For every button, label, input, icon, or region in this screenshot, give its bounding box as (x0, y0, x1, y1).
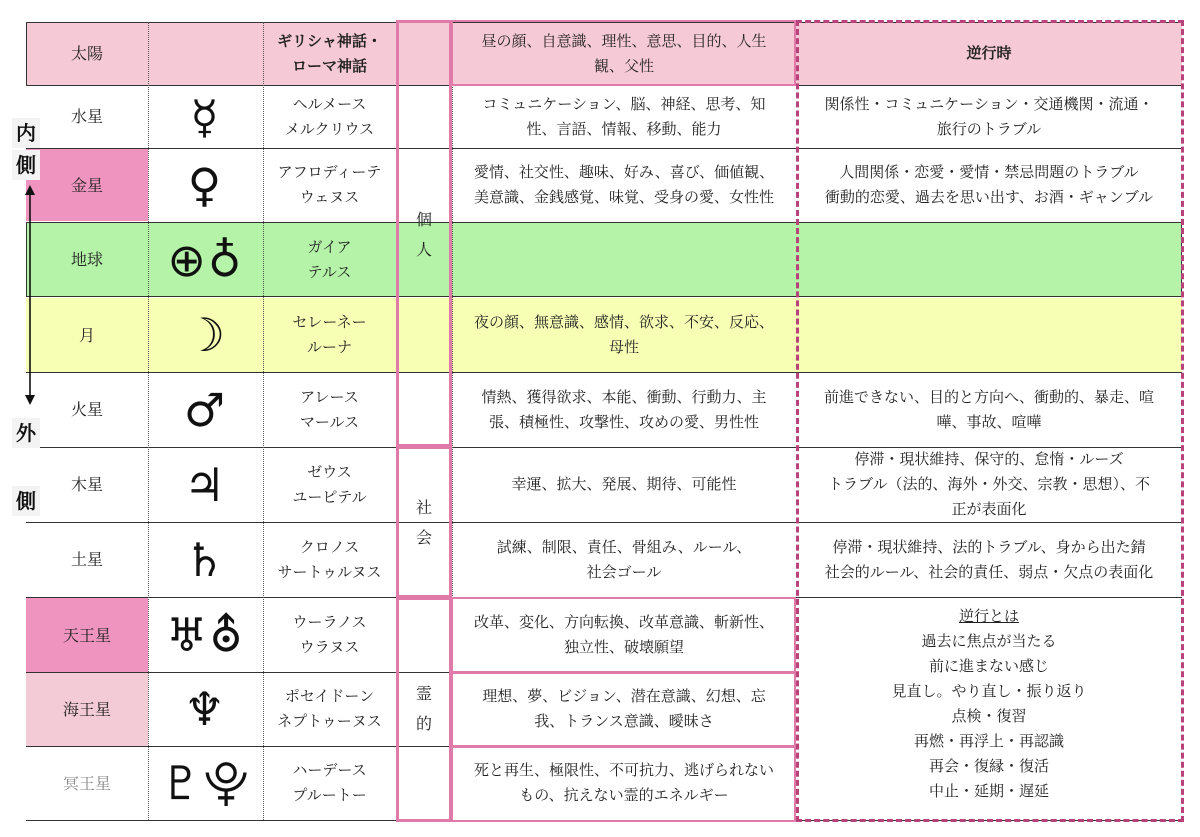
retro-mars: 前進できない、目的と方向へ、衝動的、暴走、喧 嘩、事故、喧嘩 (823, 387, 1154, 431)
retro-mercury: 関係性・コミュニケーション・交通機関・流通・ 旅行のトラブル (824, 94, 1154, 138)
retro-venus: 人間関係・恋愛・愛情・禁忌問題のトラブル 衝動的恋愛、過去を思い出す、お酒・ギャンブル (824, 163, 1154, 206)
venus-symbol-icon: ♀ (187, 158, 224, 212)
header-keywords: 昼の顔、自意識、理性、意思、目的、人生 観、父性 (481, 31, 767, 75)
keywords-uranus: 改革、変化、方向転換、改革意識、斬新性、 独立性、破壊願望 (473, 613, 774, 656)
moon-symbol-icon: ☽ (183, 308, 228, 362)
neptune-symbol-icon: ♆ (183, 682, 228, 736)
planet-pluto: 冥王星 (62, 773, 111, 793)
retro-saturn: 停滞・現状維持、法的トラブル、身から出た錆 社会的ルール、社会的責任、弱点・欠点の表面化 (824, 537, 1154, 581)
planet-saturn: 土星 (70, 550, 103, 569)
planet-uranus: 天王星 (62, 625, 111, 645)
retro-moon (796, 298, 1182, 372)
retrograde-about (796, 604, 1182, 816)
myth-jupiter: ゼウス ユーピテル (292, 462, 367, 506)
side-label-outer-2: 側 (12, 486, 40, 516)
mars-symbol-icon: ♂ (183, 382, 228, 437)
myth-venus: アフロディーテ ウェヌス (277, 163, 382, 206)
uranus-symbol-icon: ♅⛢ (166, 608, 245, 662)
side-label-inner-2: 側 (12, 150, 40, 180)
retrograde-about-line: 点検・復習 (951, 707, 1027, 725)
myth-mercury: ヘルメース メルクリウス (284, 94, 375, 138)
myth-saturn: クロノス サートゥルヌス (277, 537, 382, 581)
planet-earth: 地球 (70, 250, 103, 269)
planet-mars: 火星 (70, 400, 103, 419)
header-retrograde: 逆行時 (966, 44, 1012, 62)
myth-moon: セレーネー ルーナ (292, 313, 367, 356)
planet-neptune: 海王星 (62, 699, 111, 719)
earth-symbol-icon: ⊕♁ (167, 232, 244, 287)
keywords-neptune: 理想、夢、ビジョン、潜在意識、幻想、忘 我、トランス意識、曖昧さ (482, 687, 766, 730)
keywords-venus: 愛情、社交性、趣味、好み、喜び、価値観、 美意識、金銭感覚、味覚、受身の愛、女性性 (473, 163, 775, 206)
keywords-earth (452, 222, 796, 297)
category-social-label: 社 会 (415, 498, 432, 547)
keywords-mars: 情熱、獲得欲求、本能、衝動、行動力、主 張、積極性、攻撃性、攻めの愛、男性性 (481, 387, 767, 431)
keywords-pluto: 死と再生、極限性、不可抗力、逃げられない もの、抗えない霊的エネルギー (473, 761, 774, 804)
keywords-mercury: コミュニケーション、脳、神経、思考、知 性、言語、情報、移動、能力 (482, 94, 766, 138)
planet-venus: 金星 (70, 175, 103, 195)
myth-earth: ガイア テルス (307, 237, 352, 281)
jupiter-symbol-icon: ♃ (183, 457, 228, 512)
keywords-saturn: 試練、制限、責任、骨組み、ルール、 社会ゴール (496, 537, 752, 581)
header-myth: ギリシャ神話・ ローマ神話 (277, 31, 382, 75)
planet-moon: 月 (78, 325, 95, 345)
keywords-jupiter: 幸運、拡大、発展、期待、可能性 (511, 475, 737, 493)
retrograde-about-title: 逆行とは (958, 607, 1019, 625)
side-label-outer-1: 外 (12, 418, 40, 448)
pluto-symbol-icon: ♇⯓ (160, 756, 251, 810)
myth-mars: アレース マールス (299, 387, 360, 431)
myth-neptune: ポセイドーン ネプトゥーヌス (277, 687, 382, 730)
keywords-moon: 夜の顔、無意識、感情、欲求、不安、反応、 母性 (473, 313, 774, 356)
saturn-symbol-icon: ♄ (183, 532, 228, 587)
category-spiritual-label: 霊 的 (415, 684, 432, 733)
myth-pluto: ハーデース プルートー (292, 761, 367, 804)
header-planet: 太陽 (70, 44, 103, 63)
mercury-symbol-icon: ☿ (190, 89, 221, 144)
planet-jupiter: 木星 (70, 475, 103, 494)
planet-mercury: 水星 (70, 107, 103, 126)
retrograde-about-line: 再燃・再浮上・再認識 (913, 732, 1064, 750)
myth-uranus: ウーラノス ウラヌス (292, 613, 367, 656)
retrograde-about-line: 前に進まない感じ (928, 657, 1049, 675)
retrograde-about-line: 再会・復縁・復活 (928, 757, 1049, 775)
retrograde-about-line: 見直し。やり直し・振り返り (891, 682, 1087, 700)
retro-earth (796, 222, 1182, 297)
retrograde-about-line: 過去に焦点が当たる (921, 632, 1057, 650)
category-personal-label: 個 人 (415, 210, 432, 259)
retro-jupiter: 停滞・現状維持、保守的、怠惰・ルーズ トラブル（法的、海外・外交、宗教・思想）、不 正が表面化 (828, 450, 1150, 518)
retrograde-about-line: 中止・延期・遅延 (928, 782, 1049, 800)
side-label-inner-1: 内 (12, 118, 40, 148)
